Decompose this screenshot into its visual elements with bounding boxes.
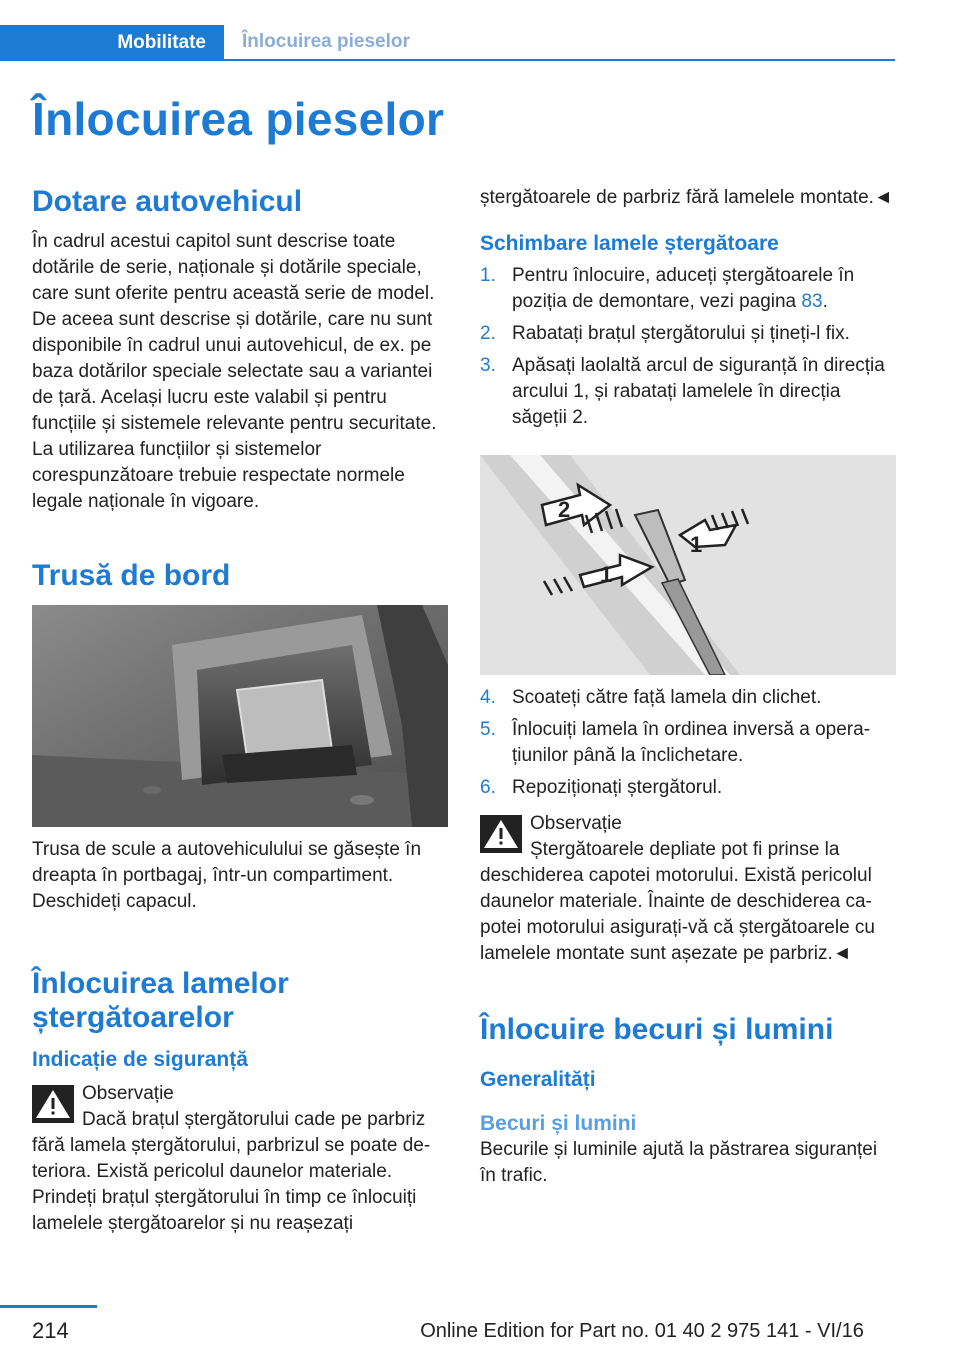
step-number: 3.	[480, 355, 496, 376]
generalitati-heading: Generalități	[480, 1068, 596, 1091]
lamele-heading: Înlocuirea lamelor ștergătoarelor	[32, 967, 289, 1034]
step-text: Scoateți către față lamela din clichet.	[512, 687, 822, 708]
step-text: Rabatați brațul ștergătorului și țineți-l fix.	[512, 323, 850, 344]
page-title: Înlocuirea pieselor	[32, 93, 445, 145]
step-item	[480, 685, 896, 711]
step-item	[480, 263, 896, 315]
siguranta-heading: Indicație de siguranță	[32, 1048, 248, 1071]
step-item	[480, 775, 896, 801]
step-number: 6.	[480, 777, 496, 798]
warning-icon	[32, 1085, 74, 1123]
step-text: Repoziționați ștergătorul.	[512, 777, 723, 798]
step-text: Apăsați laolaltă arcul de siguranță în direcția arcului 1, și rabatați lamelele în direcția săgeții 2.	[512, 355, 885, 428]
step-number: 2.	[480, 323, 496, 344]
tab-inlocuirea-pieselor[interactable]: Înlocuirea pieselor	[224, 25, 895, 61]
left-column	[32, 185, 448, 1237]
dotare-heading: Dotare autovehicul	[32, 185, 303, 218]
trusa-text: Trusa de scule a autovehiculului se găsește în dreapta în portbagaj, într-un compartiment. Deschideți capacul.	[32, 839, 422, 912]
figure-label-2: 2	[558, 497, 571, 522]
trusa-heading: Trusă de bord	[32, 559, 231, 592]
warning-title: Observație	[82, 1083, 174, 1104]
step-item	[480, 717, 896, 769]
page-number: 214	[32, 1318, 69, 1343]
step-number: 5.	[480, 719, 496, 740]
header-tabbar	[0, 25, 895, 61]
steps-list-b	[480, 685, 896, 801]
step-text: Pentru înlocuire, aduceți ștergătoarele în poziția de demontare, vezi pagina	[512, 265, 855, 312]
dotare-text: În cadrul acestui capitol sunt descrise toate dotările de serie, naționale și dotările speciale, care sunt oferite pentru această serie de model. De aceea sunt descrise și dotările, care nu sunt disponibile în cadrul unui autovehicul, de ex. pe baza dotărilor speciale selectate sau a variantei de țară. Același lucru este valabil și pentru funcțiile și sistemele relevante pentru securitate. La utilizarea funcțiilor și sistemelor corespunzătoare trebuie respectate normele legale naționale în vigoare.	[32, 231, 437, 512]
figure-label-1a: 1	[690, 532, 703, 557]
step-text: Înlocuiți lamela în ordinea inversă a operațiunilor până la înclichetare.	[512, 719, 871, 766]
becuri-heading: Înlocuire becuri și lumini	[480, 1013, 834, 1046]
figure-label-1b: 1	[600, 562, 613, 587]
warning-title: Observație	[530, 813, 622, 834]
right-column	[480, 185, 896, 1189]
warning-block-right	[480, 811, 896, 967]
steps-list-a	[480, 263, 896, 431]
warning-icon	[480, 815, 522, 853]
warning-text: Dacă brațul ștergătorului cade pe parbriz fără lamela ștergătorului, parbrizul se poate deteriora. Există pericolul daunelor materiale. Prindeți brațul ștergătorului în timp ce înlocuiți lamelele ștergătoarelor și nu reașezați	[32, 1109, 431, 1234]
tab-mobilitate[interactable]: Mobilitate	[0, 25, 224, 61]
step-text-end: .	[822, 291, 828, 312]
step-item	[480, 321, 896, 347]
footer-edition: Online Edition for Part no. 01 40 2 975 141 - VI/16	[420, 1320, 864, 1342]
step-number: 4.	[480, 687, 496, 708]
step-number: 1.	[480, 265, 496, 286]
page-link[interactable]: 83	[801, 291, 823, 312]
schimbare-heading: Schimbare lamele ștergătoare	[480, 232, 779, 255]
step-item	[480, 353, 896, 431]
wiper-figure	[480, 455, 896, 675]
becuri-sub-heading: Becuri și lumini	[480, 1112, 637, 1135]
warning-block-left	[32, 1081, 448, 1237]
page-number-bar	[0, 1305, 97, 1308]
becuri-text: Becurile și luminile ajută la păstrarea siguranței în trafic.	[480, 1139, 878, 1186]
continued-text: ștergătoarele de parbriz fără lamelele montate.◄	[480, 187, 893, 208]
warning-text: Ștergătoarele depliate pot fi prinse la deschiderea capotei motorului. Există pericolul daunelor materiale. Înainte de deschiderea capotei motorului asigurați-vă că ștergătoarele cu lamelele montate sunt așezate pe parbriz.◄	[480, 839, 875, 964]
trunk-toolkit-photo	[32, 605, 448, 827]
